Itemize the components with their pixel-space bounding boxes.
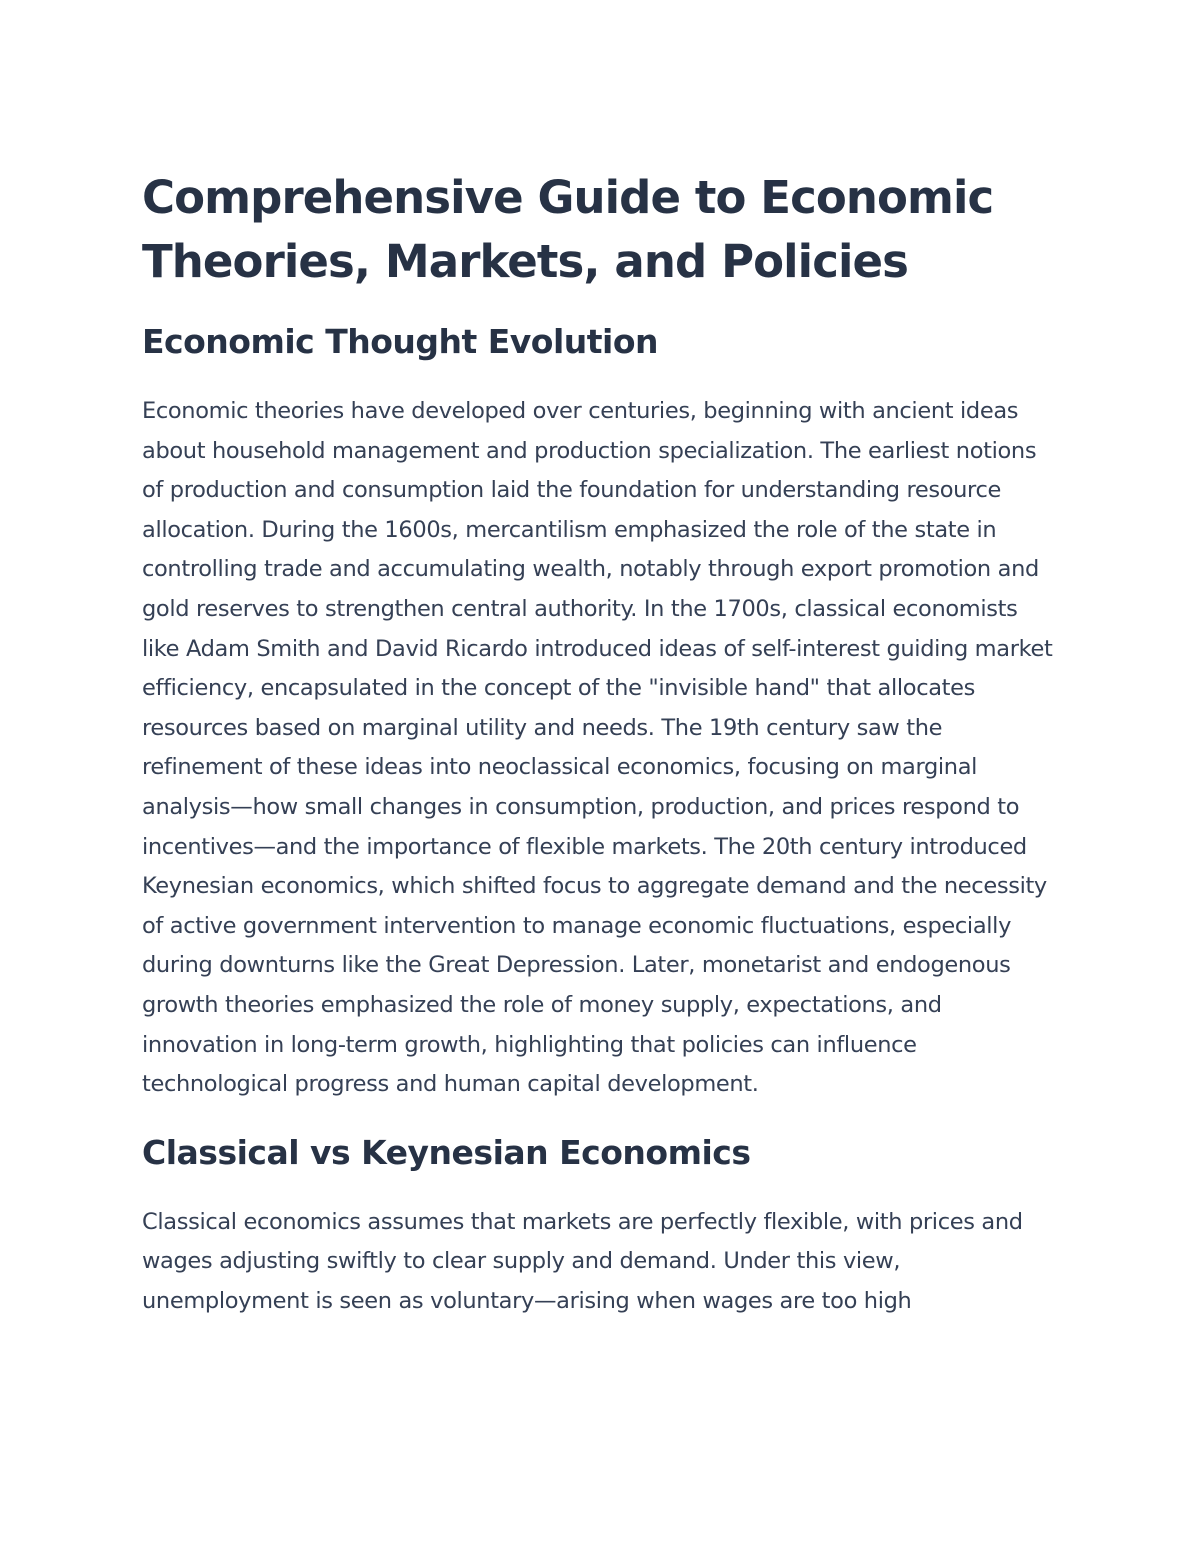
section-body-economic-thought-evolution: Economic theories have developed over centuries, beginning with ancient ideas about household management and production specialization. The earliest notions of production and consumption laid the foundation for understanding resource allocation. During the 1600s, mercantilism emphasized the role of the state in controlling trade and accumulating wealth, notably through export promotion and gold reserves to strengthen central authority. In the 1700s, classical economists like Adam Smith and David Ricardo introduced ideas of self-interest guiding market efficiency, encapsulated in the concept of the "invisible hand" that allocates resources based on marginal utility and needs. The 19th century saw the refinement of these ideas into neoclassical economics, focusing on marginal analysis—how small changes in consumption, production, and prices respond to incentives—and the importance of flexible markets. The 20th century introduced Keynesian economics, which shifted focus to aggregate demand and the necessity of active government intervention to manage economic fluctuations, especially during downturns like the Great Depression. Later, monetarist and endogenous growth theories emphasized the role of money supply, expectations, and innovation in long-term growth, highlighting that policies can influence technological progress and human capital development. [142,398,1053,1098]
document-content [142,166,1058,1321]
section-body-classical-vs-keynesian: Classical economics assumes that markets are perfectly flexible, with prices and wages adjusting swiftly to clear supply and demand. Under this view, unemployment is seen as voluntary—arising when wages are too high [142,1208,1023,1314]
document-title: Comprehensive Guide to Economic Theories, Markets, and Policies [142,171,994,288]
section-heading-economic-thought-evolution: Economic Thought Evolution [142,322,659,361]
section-heading-classical-vs-keynesian: Classical vs Keynesian Economics [142,1132,751,1172]
